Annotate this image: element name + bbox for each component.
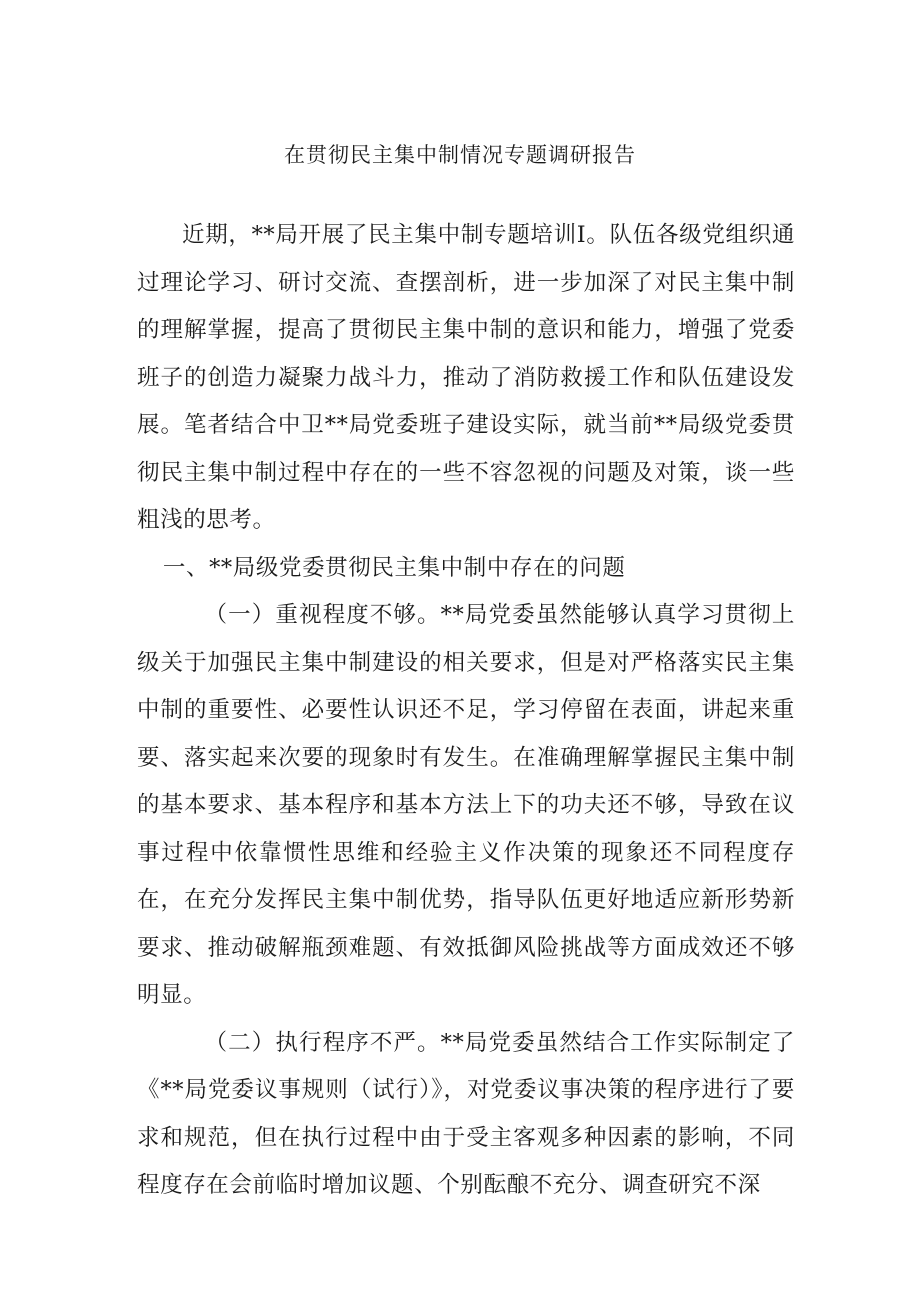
paragraph-problem-2: （二）执行程序不严。**局党委虽然结合工作实际制定了《**局党委议事规则（试行）》，对党委议事决策的程序进行了要求和规范，但在执行过程中由于受主客观多种因素的影响，不同程度存在会前临时增加议题、个别酝酿不充分、调查研究不深 <box>137 1029 795 1198</box>
paragraph-intro: 近期，**局开展了民主集中制专题培训I。队伍各级党组织通过理论学习、研讨交流、查摆剖析，进一步加深了对民主集中制的理解掌握，提高了贯彻民主集中制的意识和能力，增强了党委班子的创造力凝聚力战斗力，推动了消防救援工作和队伍建设发展。笔者结合中卫**局党委班子建设实际，就当前**局级党委贯彻民主集中制过程中存在的一些不容忽视的问题及对策，谈一些粗浅的思考。 <box>137 222 795 533</box>
section-heading-problems: 一、**局级党委贯彻民主集中制中存在的问题 <box>162 554 626 581</box>
paragraph-problem-1: （一）重视程度不够。**局党委虽然能够认真学习贯彻上级关于加强民主集中制建设的相关要求，但是对严格落实民主集中制的重要性、必要性认识还不足，学习停留在表面，讲起来重要、落实起来次要的现象时有发生。在准确理解掌握民主集中制的基本要求、基本程序和基本方法上下的功夫还不够，导致在议事过程中依靠惯性思维和经验主义作决策的现象还不同程度存在，在充分发挥民主集中制优势，指导队伍更好地适应新形势新要求、推动破解瓶颈难题、有效抵御风险挑战等方面成效还不够明显。 <box>137 602 795 1008</box>
document-title: 在贯彻民主集中制情况专题调研报告 <box>284 143 636 167</box>
document-body <box>137 212 795 1210</box>
